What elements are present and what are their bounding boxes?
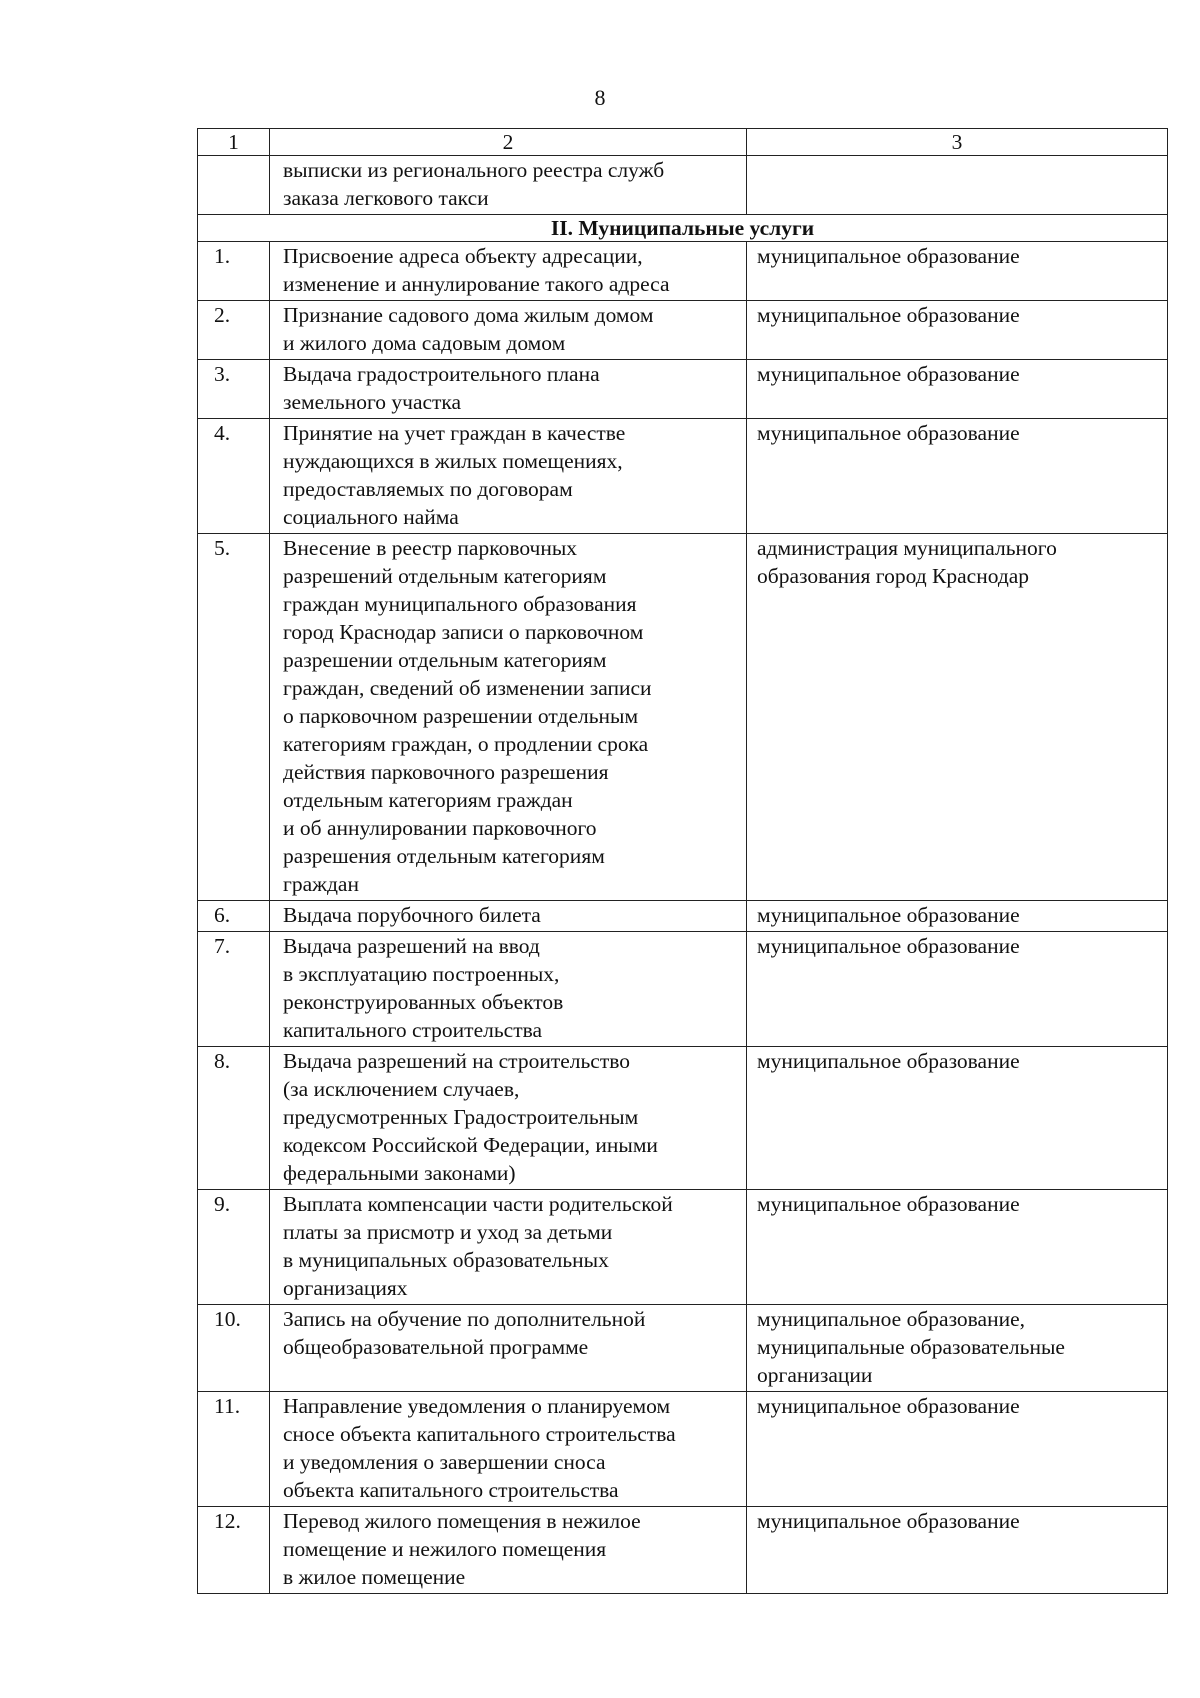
services-table <box>197 128 1168 1594</box>
service-name: Запись на обучение по дополнительной общеобразовательной программе <box>270 1305 747 1392</box>
responsible-organization: муниципальное образование <box>747 301 1168 360</box>
table-row <box>198 301 1168 360</box>
row-number: 3. <box>198 360 270 419</box>
table-row <box>198 534 1168 901</box>
table-row <box>198 360 1168 419</box>
service-name: Выдача градостроительного плана земельного участка <box>270 360 747 419</box>
continuation-organization <box>747 156 1168 215</box>
table-header-row <box>198 129 1168 156</box>
service-name: Направление уведомления о планируемом сносе объекта капитального строительства и уведомления о завершении сноса объекта капитального строительства <box>270 1392 747 1507</box>
continuation-service-name: выписки из регионального реестра служб заказа легкового такси <box>270 156 747 215</box>
responsible-organization: муниципальное образование <box>747 1507 1168 1594</box>
page-number: 8 <box>594 85 606 110</box>
row-number: 1. <box>198 242 270 301</box>
service-name: Выплата компенсации части родительской платы за присмотр и уход за детьми в муниципальных образовательных организациях <box>270 1190 747 1305</box>
row-number: 4. <box>198 419 270 534</box>
responsible-organization: муниципальное образование <box>747 360 1168 419</box>
responsible-organization: муниципальное образование <box>747 1047 1168 1190</box>
table-row <box>198 419 1168 534</box>
row-number: 11. <box>198 1392 270 1507</box>
column-header-1: 1 <box>198 129 270 156</box>
service-name: Признание садового дома жилым домом и жилого дома садовым домом <box>270 301 747 360</box>
responsible-organization: муниципальное образование <box>747 932 1168 1047</box>
service-name: Перевод жилого помещения в нежилое помещение и нежилого помещения в жилое помещение <box>270 1507 747 1594</box>
column-header-3: 3 <box>747 129 1168 156</box>
table-row <box>198 1190 1168 1305</box>
continuation-row <box>198 156 1168 215</box>
responsible-organization: муниципальное образование <box>747 242 1168 301</box>
responsible-organization: муниципальное образование <box>747 419 1168 534</box>
responsible-organization: муниципальное образование <box>747 1392 1168 1507</box>
row-number: 2. <box>198 301 270 360</box>
table-row <box>198 932 1168 1047</box>
responsible-organization: муниципальное образование <box>747 1190 1168 1305</box>
services-table-body <box>198 129 1168 1594</box>
row-number: 10. <box>198 1305 270 1392</box>
service-name: Присвоение адреса объекту адресации, изменение и аннулирование такого адреса <box>270 242 747 301</box>
section-header-row <box>198 215 1168 242</box>
responsible-organization: муниципальное образование, муниципальные образовательные организации <box>747 1305 1168 1392</box>
responsible-organization: администрация муниципального образования город Краснодар <box>747 534 1168 901</box>
service-name: Внесение в реестр парковочных разрешений отдельным категориям граждан муниципального образования город Краснодар записи о парковочном разрешении отдельным категориям граждан, сведений об изменении записи о парковочном разрешении отдельным категориям граждан, о продлении срока действия парковочного разрешения отдельным категориям граждан и об аннулировании парковочного разрешения отдельным категориям граждан <box>270 534 747 901</box>
row-number: 7. <box>198 932 270 1047</box>
table-row <box>198 901 1168 932</box>
continuation-number <box>198 156 270 215</box>
column-header-2: 2 <box>270 129 747 156</box>
row-number: 5. <box>198 534 270 901</box>
row-number: 12. <box>198 1507 270 1594</box>
table-row <box>198 1305 1168 1392</box>
row-number: 8. <box>198 1047 270 1190</box>
service-name: Выдача разрешений на строительство (за исключением случаев, предусмотренных Градостроительным кодексом Российской Федерации, иными федеральными законами) <box>270 1047 747 1190</box>
responsible-organization: муниципальное образование <box>747 901 1168 932</box>
table-row <box>198 242 1168 301</box>
table-row <box>198 1392 1168 1507</box>
row-number: 6. <box>198 901 270 932</box>
service-name: Выдача разрешений на ввод в эксплуатацию построенных, реконструированных объектов капитального строительства <box>270 932 747 1047</box>
service-name: Выдача порубочного билета <box>270 901 747 932</box>
row-number: 9. <box>198 1190 270 1305</box>
service-name: Принятие на учет граждан в качестве нуждающихся в жилых помещениях, предоставляемых по договорам социального найма <box>270 419 747 534</box>
table-row <box>198 1047 1168 1190</box>
section-title: II. Муниципальные услуги <box>198 215 1168 242</box>
table-row <box>198 1507 1168 1594</box>
